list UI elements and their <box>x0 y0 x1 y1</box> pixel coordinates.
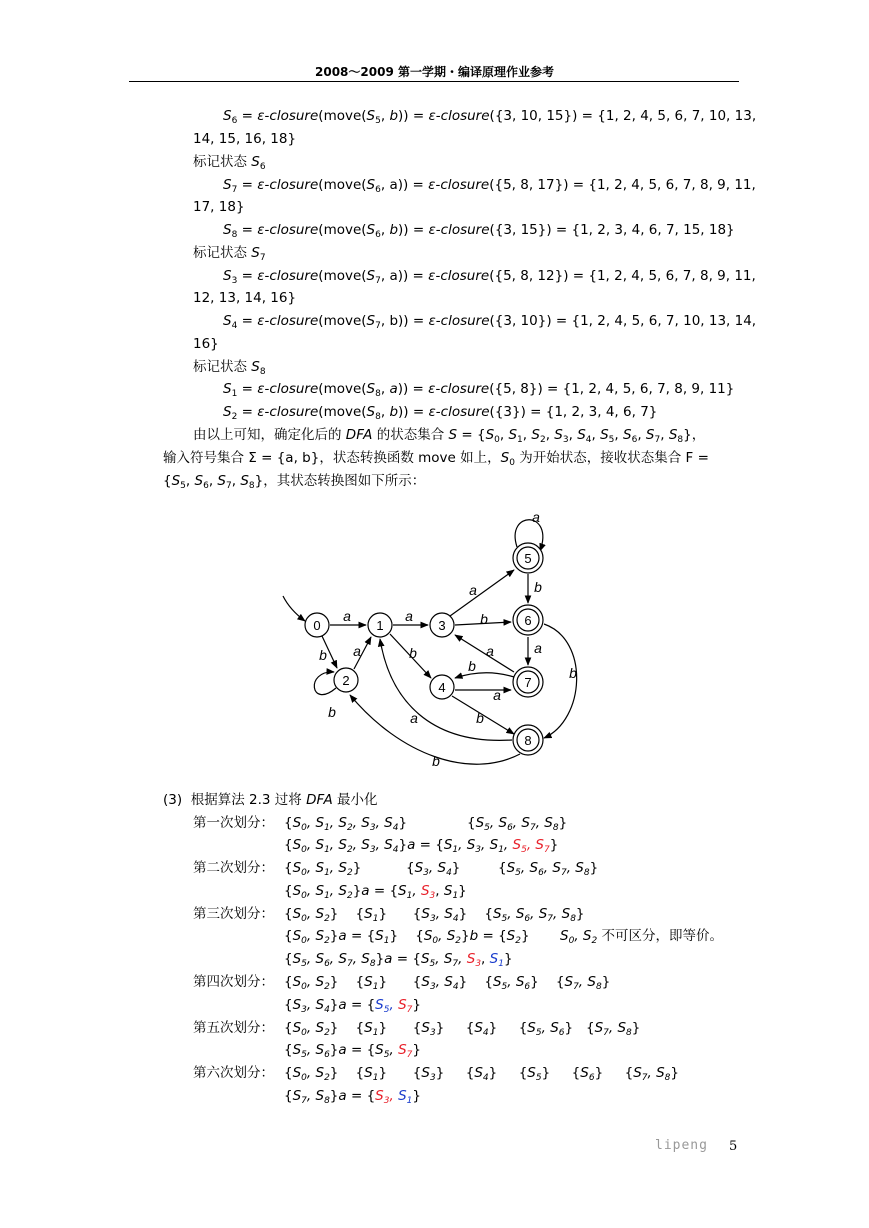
edge-label-4-8: b <box>476 710 484 726</box>
closure-s4-cont: 16} <box>193 336 219 352</box>
closure-s7-cont: 17, 18} <box>193 199 245 215</box>
partition-1-check: {$S_0$, $S_1$, $S_2$, $S_3$, $S_4\}a = \{S_1$, $S_3$, $S_1$, $S_5$, $S_7$} <box>284 837 559 855</box>
partition-1-set-a: {$S_0$, $S_1$, $S_2$, $S_3$, $S_4$} <box>284 815 408 833</box>
summary-line-3: {$S_5$, $S_6$, $S_7$, $S_8$}，其状态转换图如下所示： <box>163 473 426 491</box>
state-label-6: 6 <box>524 613 532 628</box>
summary-line-2: 输入符号集合 Σ = {a, b}，状态转换函数 move 如上，$S_0$ 为开始状态，接收状态集合 F = <box>163 450 709 468</box>
closure-s1: $S_1$ = $\varepsilon-closure(move(S_8$, a)) = ε-closure({5, 8}) = {1, 2, 4, 5, 6, 7, 8, 9, 11} <box>223 381 735 399</box>
header-rule <box>129 81 739 82</box>
mark-state-s7: 标记状态 $S_7$ <box>193 245 266 263</box>
partition-3-check-a: {$S_0$, $S_2\}a = \{S_1\}$ {$S_0$, $S_2\}b = \{S_2\}$ <box>284 928 530 946</box>
edge-7-4 <box>455 673 514 678</box>
partition-3-equiv: $S_0$, $S_2$ 不可区分，即等价。 <box>560 928 723 946</box>
partition-1-set-b: {$S_5$, $S_6$, $S_7$, $S_8$} <box>467 815 568 833</box>
edge-7-3 <box>455 635 514 672</box>
edge-label-2-2: b <box>328 704 336 720</box>
closure-s3-cont: 12, 13, 14, 16} <box>193 290 297 306</box>
state-label-8: 8 <box>524 733 532 748</box>
partition-2-label: 第二次划分： <box>193 860 274 876</box>
partition-2-check: {$S_0$, $S_1$, $S_2\}a = \{S_1$, $S_3$, $S_1$} <box>284 883 467 901</box>
state-label-0: 0 <box>313 618 321 633</box>
state-label-2: 2 <box>342 673 350 688</box>
edge-label-7-4: b <box>468 658 476 674</box>
closure-s7: $S_7$ = $\varepsilon-closure(move(S_6$, a)) = ε-closure({5, 8, 17}) = {1, 2, 4, 5, 6, 7, 8, 9, 11, <box>223 177 756 195</box>
closure-s6-cont: 14, 15, 16, 18} <box>193 131 297 147</box>
partition-4-check: {$S_3$, $S_4\}a = \{S_5$, $S_7$} <box>284 997 421 1015</box>
edge-label-0-1: a <box>343 608 351 624</box>
partition-3-label: 第三次划分： <box>193 906 274 922</box>
edge-label-3-5: a <box>469 582 477 598</box>
edge-label-8-2: b <box>432 753 440 769</box>
edge-label-7-3: a <box>486 643 494 659</box>
edge-6-8 <box>544 624 577 738</box>
partition-5-check: {$S_5$, $S_6\}a = \{S_5$, $S_7$} <box>284 1042 421 1060</box>
page-header: 2008～2009 第一学期・编译原理作业参考 <box>315 65 554 79</box>
mark-state-s6: 标记状态 $S_6$ <box>193 154 266 172</box>
edge-label-2-1: a <box>353 643 361 659</box>
partition-4-sets: {$S_0$, $S_2$} $\{S_1\}$ {$S_3$, $S_4$} {$S_5$, $S_6$} {$S_7$, $S_8$} <box>284 974 611 992</box>
partition-5-sets: {$S_0$, $S_2$} $\{S_1\}$ $\{S_3\}$ $\{S_4\}$ {$S_5$, $S_6$} {$S_7$, $S_8$} <box>284 1020 641 1038</box>
closure-s6: $S_6$ = $\varepsilon-closure(move(S_5$, b)) = ε-closure({3, 10, 15}) = {1, 2, 4, 5, 6, 7, 10, 13, <box>223 108 757 126</box>
partition-3-sets: {$S_0$, $S_2$} $\{S_1\}$ {$S_3$, $S_4$} {$S_5$, $S_6$, $S_7$, $S_8$} <box>284 906 585 924</box>
edge-2-2 <box>314 672 336 695</box>
partition-4-label: 第四次划分： <box>193 974 274 990</box>
state-label-7: 7 <box>524 675 532 690</box>
edge-label-3-6: b <box>480 611 488 627</box>
page-number: 5 <box>729 1139 738 1154</box>
closure-s4: $S_4$ = $\varepsilon-closure(move(S_7$, b)) = ε-closure({3, 10}) = {1, 2, 4, 5, 6, 7, 10, 13, 14, <box>223 313 757 331</box>
partition-6-label: 第六次划分： <box>193 1065 274 1081</box>
partition-2-set-c: {$S_5$, $S_6$, $S_7$, $S_8$} <box>498 860 599 878</box>
summary-line-1: 由以上可知，确定化后的 DFA 的状态集合 $S = \{S_0$, $S_1$, $S_2$, $S_3$, $S_4$, $S_5$, $S_6$, $S_7$, $S_8$}， <box>193 427 706 445</box>
closure-s3: $S_3$ = $\varepsilon-closure(move(S_7$, a)) = ε-closure({5, 8, 12}) = {1, 2, 4, 5, 6, 7, 8, 9, 11, <box>223 268 756 286</box>
edge-label-5-6: b <box>534 579 542 595</box>
dfa-state-diagram <box>270 500 590 780</box>
partition-2-set-a: {$S_0$, $S_1$, $S_2$} <box>284 860 362 878</box>
partition-1-label: 第一次划分： <box>193 815 274 831</box>
edge-label-0-2: b <box>319 647 327 663</box>
edge-label-8-1: a <box>410 710 418 726</box>
state-label-1: 1 <box>376 618 384 633</box>
partition-6-sets: {$S_0$, $S_2$} $\{S_1\}$ $\{S_3\}$ $\{S_4\}$ $\{S_5\}$ $\{S_6\}$ {$S_7$, $S_8$} <box>284 1065 679 1083</box>
start-arrow <box>283 596 305 621</box>
partition-5-label: 第五次划分： <box>193 1020 274 1036</box>
mark-state-s8: 标记状态 $S_8$ <box>193 359 266 377</box>
edge-label-1-4: b <box>409 645 417 661</box>
edge-label-6-7: a <box>534 640 542 656</box>
section-3-heading: (3) 根据算法 2.3 过将 DFA 最小化 <box>163 792 378 808</box>
edge-label-1-3: a <box>405 608 413 624</box>
state-label-5: 5 <box>524 551 532 566</box>
edge-label-5-5: a <box>532 509 540 525</box>
state-label-4: 4 <box>438 680 446 695</box>
footer-author: lipeng <box>655 1138 708 1153</box>
state-label-3: 3 <box>438 618 446 633</box>
edge-3-5 <box>450 570 514 616</box>
edge-label-4-7: a <box>493 687 501 703</box>
partition-3-check-b: {$S_5$, $S_6$, $S_7$, $S_8\}a = \{S_5$, $S_7$, $S_3$, $S_1$} <box>284 951 513 969</box>
partition-6-check: {$S_7$, $S_8\}a = \{S_3$, $S_1$} <box>284 1088 421 1106</box>
closure-s2: $S_2$ = $\varepsilon-closure(move(S_8$, b)) = ε-closure({3}) = {1, 2, 3, 4, 6, 7} <box>223 404 658 422</box>
edge-label-6-8: b <box>569 665 577 681</box>
closure-s8: $S_8$ = $\varepsilon-closure(move(S_6$, b)) = ε-closure({3, 15}) = {1, 2, 3, 4, 6, 7, 15, 18} <box>223 222 735 240</box>
partition-2-set-b: {$S_3$, $S_4$} <box>406 860 461 878</box>
